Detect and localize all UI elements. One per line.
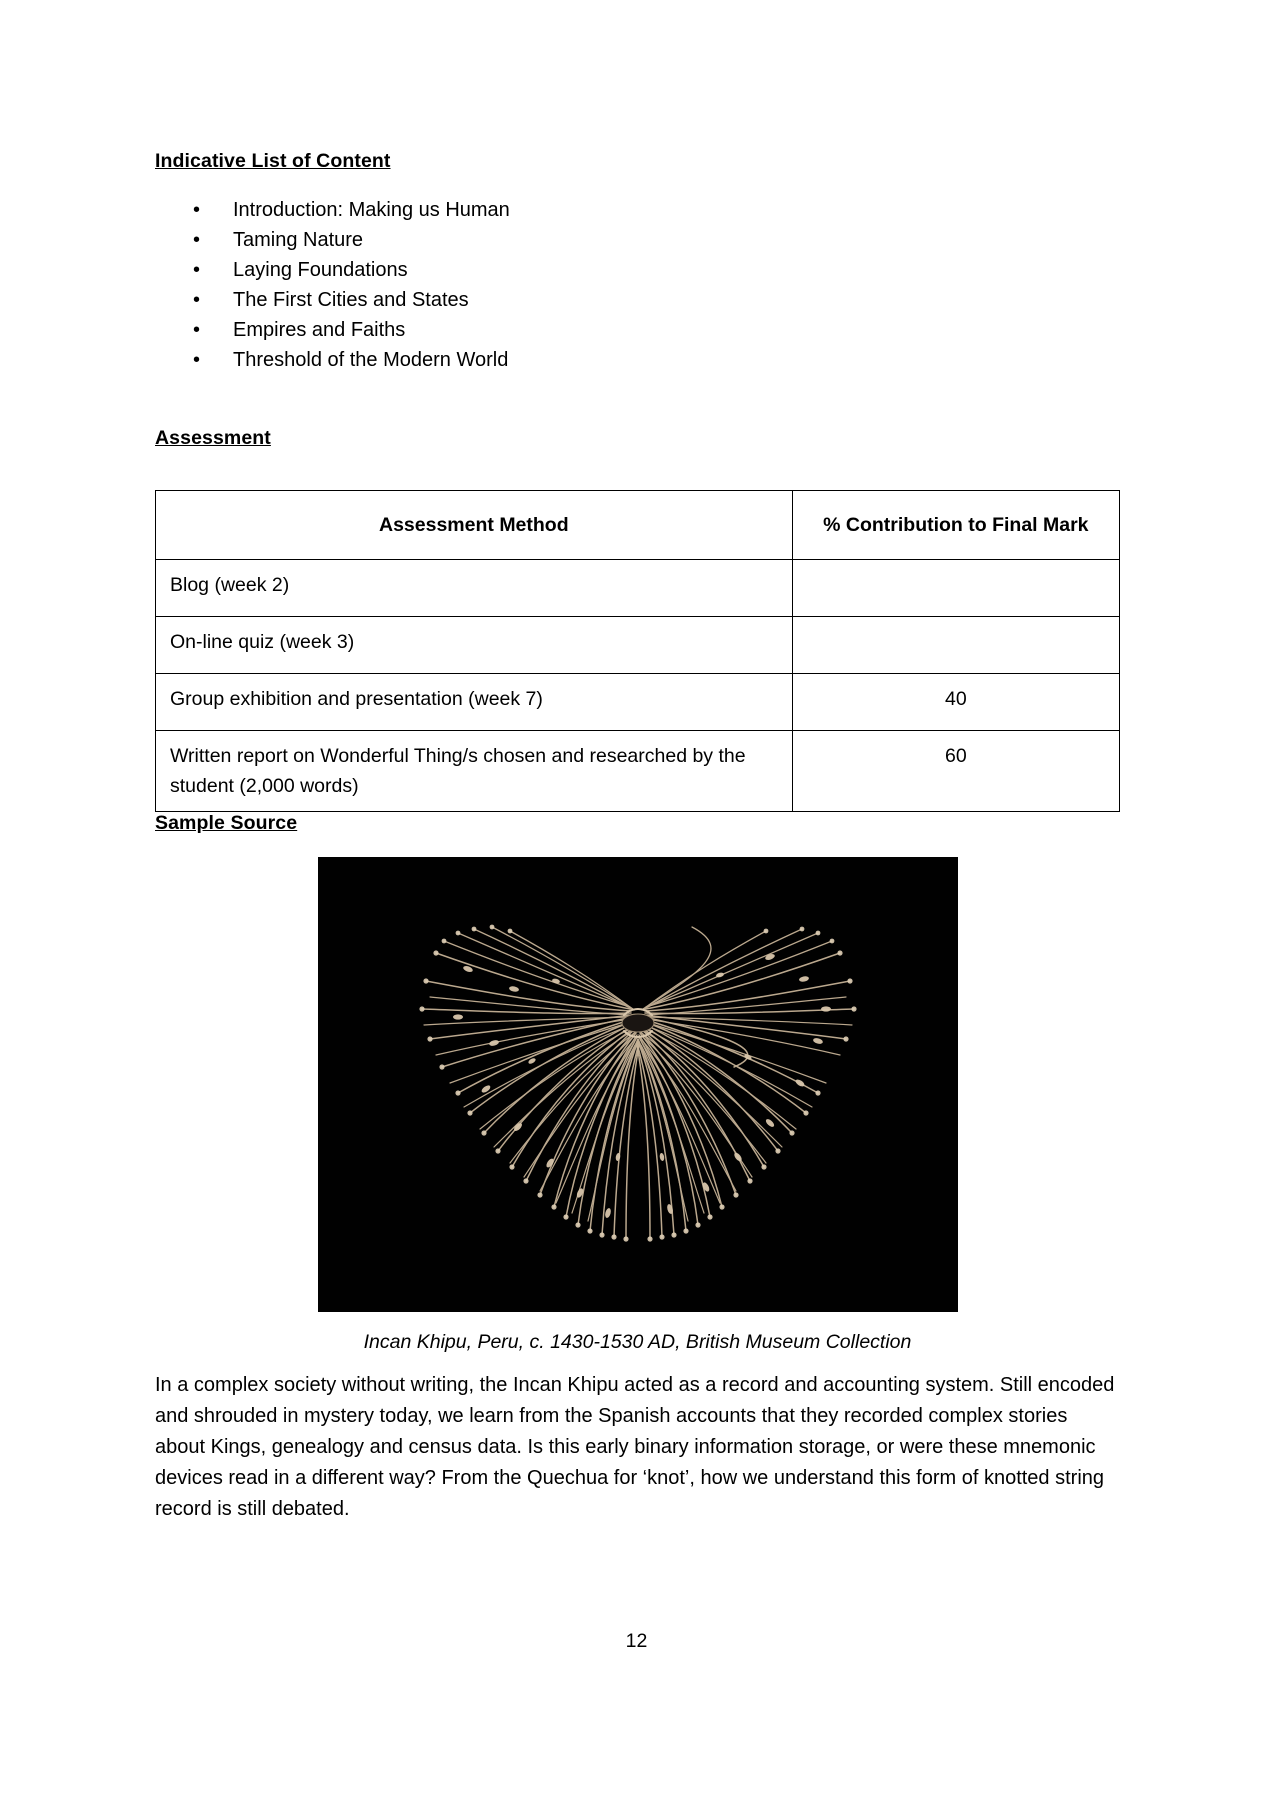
cell-contribution: 40 — [792, 674, 1119, 731]
incan-khipu-photograph — [318, 857, 958, 1312]
cell-contribution — [792, 617, 1119, 674]
list-item-label: Laying Foundations — [233, 259, 408, 281]
list-item-label: Empires and Faiths — [233, 319, 406, 341]
cell-method: Group exhibition and presentation (week 7) — [156, 674, 793, 731]
list-item-label: Introduction: Making us Human — [233, 199, 510, 221]
bullet-icon: • — [193, 229, 201, 251]
indicative-list — [155, 195, 1120, 375]
column-header-contribution: % Contribution to Final Mark — [792, 491, 1119, 560]
table-row — [156, 674, 1120, 731]
list-item-label: Taming Nature — [233, 229, 364, 251]
table-row — [156, 617, 1120, 674]
table-row — [156, 560, 1120, 617]
cell-contribution: 60 — [792, 731, 1119, 812]
list-item-label: Threshold of the Modern World — [233, 349, 509, 371]
list-item — [155, 285, 1120, 315]
indicative-list-heading: Indicative List of Content — [155, 150, 391, 172]
sample-source-heading: Sample Source — [155, 812, 298, 834]
cell-contribution — [792, 560, 1119, 617]
list-item — [155, 315, 1120, 345]
cell-method: On-line quiz (week 3) — [156, 617, 793, 674]
cell-method: Written report on Wonderful Thing/s chosen and researched by the student (2,000 words) — [156, 731, 793, 812]
column-header-method: Assessment Method — [156, 491, 793, 560]
bullet-icon: • — [193, 199, 201, 221]
bullet-icon: • — [193, 319, 201, 341]
body-paragraph: In a complex society without writing, the Incan Khipu acted as a record and accounting system. Still encoded and shrouded in mystery today, we learn from the Spanish accounts that they recorded complex stories about Kings, genealogy and census data. Is this early binary information storage, or were these mnemonic devices read in a different way? From the Quechua for ‘knot’, how we understand this form of knotted string record is still debated. — [155, 1374, 1115, 1520]
figure-block — [155, 857, 1120, 1354]
bullet-icon: • — [193, 289, 201, 311]
list-item — [155, 345, 1120, 375]
table-header-row — [156, 491, 1120, 560]
bullet-icon: • — [193, 259, 201, 281]
figure-caption: Incan Khipu, Peru, c. 1430-1530 AD, British Museum Collection — [363, 1331, 912, 1353]
cell-method: Blog (week 2) — [156, 560, 793, 617]
table-row — [156, 731, 1120, 812]
page-number: 12 — [625, 1630, 648, 1652]
page-content — [155, 150, 1120, 1525]
assessment-heading: Assessment — [155, 427, 271, 449]
bullet-icon: • — [193, 349, 201, 371]
list-item — [155, 255, 1120, 285]
list-item — [155, 195, 1120, 225]
list-item-label: The First Cities and States — [233, 289, 469, 311]
list-item — [155, 225, 1120, 255]
assessment-table — [155, 490, 1120, 812]
